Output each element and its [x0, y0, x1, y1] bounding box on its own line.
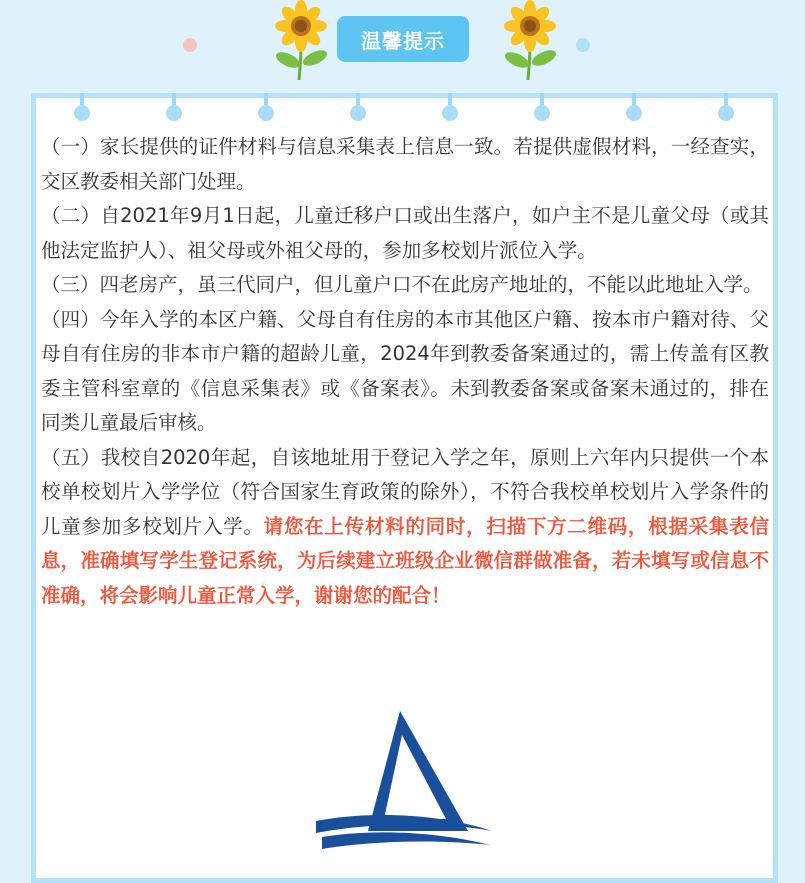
- notice-item: （一）家长提供的证件材料与信息采集表上信息一致。若提供虚假材料，一经查实，交区教委相关部门处理。: [41, 135, 769, 193]
- decorative-dot: [183, 38, 197, 52]
- notice-content: [41, 130, 769, 613]
- sunflower-icon: [495, 0, 565, 82]
- notice-item: （四）今年入学的本区户籍、父母自有住房的本市其他区户籍、按本市户籍对待、父母自有住房的非本市户籍的超龄儿童，2024年到教委备案通过的，需上传盖有区教委主管科室章的《信息采集表》或《备案表》。未到教委备案或备案未通过的，排在同类儿童最后审核。: [41, 307, 769, 434]
- header: [0, 0, 805, 95]
- notice-item: （二）自2021年9月1日起，儿童迁移户口或出生落户，如户主不是儿童父母（或其他法定监护人）、祖父母或外祖父母的，参加多校划片派位入学。: [41, 204, 769, 262]
- binder-ring-icon: [724, 93, 728, 109]
- notice-item: （三）四老房产，虽三代同户，但儿童户口不在此房产地址的，不能以此地址入学。: [41, 273, 763, 296]
- page-title: 温馨提示: [337, 16, 469, 62]
- binder-ring-icon: [632, 93, 636, 109]
- binder-ring-icon: [264, 93, 268, 109]
- binder-ring-icon: [448, 93, 452, 109]
- notice-item: [41, 441, 769, 614]
- notice-panel: [31, 93, 778, 883]
- binder-ring-icon: [80, 93, 84, 109]
- binder-ring-icon: [540, 93, 544, 109]
- binder-ring-icon: [356, 93, 360, 109]
- highlight-notice: 请您在上传材料的同时，扫描下方二维码，根据采集表信息，准确填写学生登记系统，为后续建立班级企业微信群做准备，若未填写或信息不准确，将会影响儿童正常入学，谢谢您的配合！: [41, 514, 769, 607]
- decorative-dot: [576, 38, 590, 52]
- school-sail-logo-icon: [308, 703, 498, 853]
- binder-ring-icon: [172, 93, 176, 109]
- sunflower-icon: [266, 0, 336, 82]
- notice-item-text: （五）我校自2020年起，自该地址用于登记入学之年，原则上六年内只提供一个本校单校划片入学学位（符合国家生育政策的除外），不符合我校单校划片入学条件的儿童参加多校划片入学。: [41, 445, 769, 538]
